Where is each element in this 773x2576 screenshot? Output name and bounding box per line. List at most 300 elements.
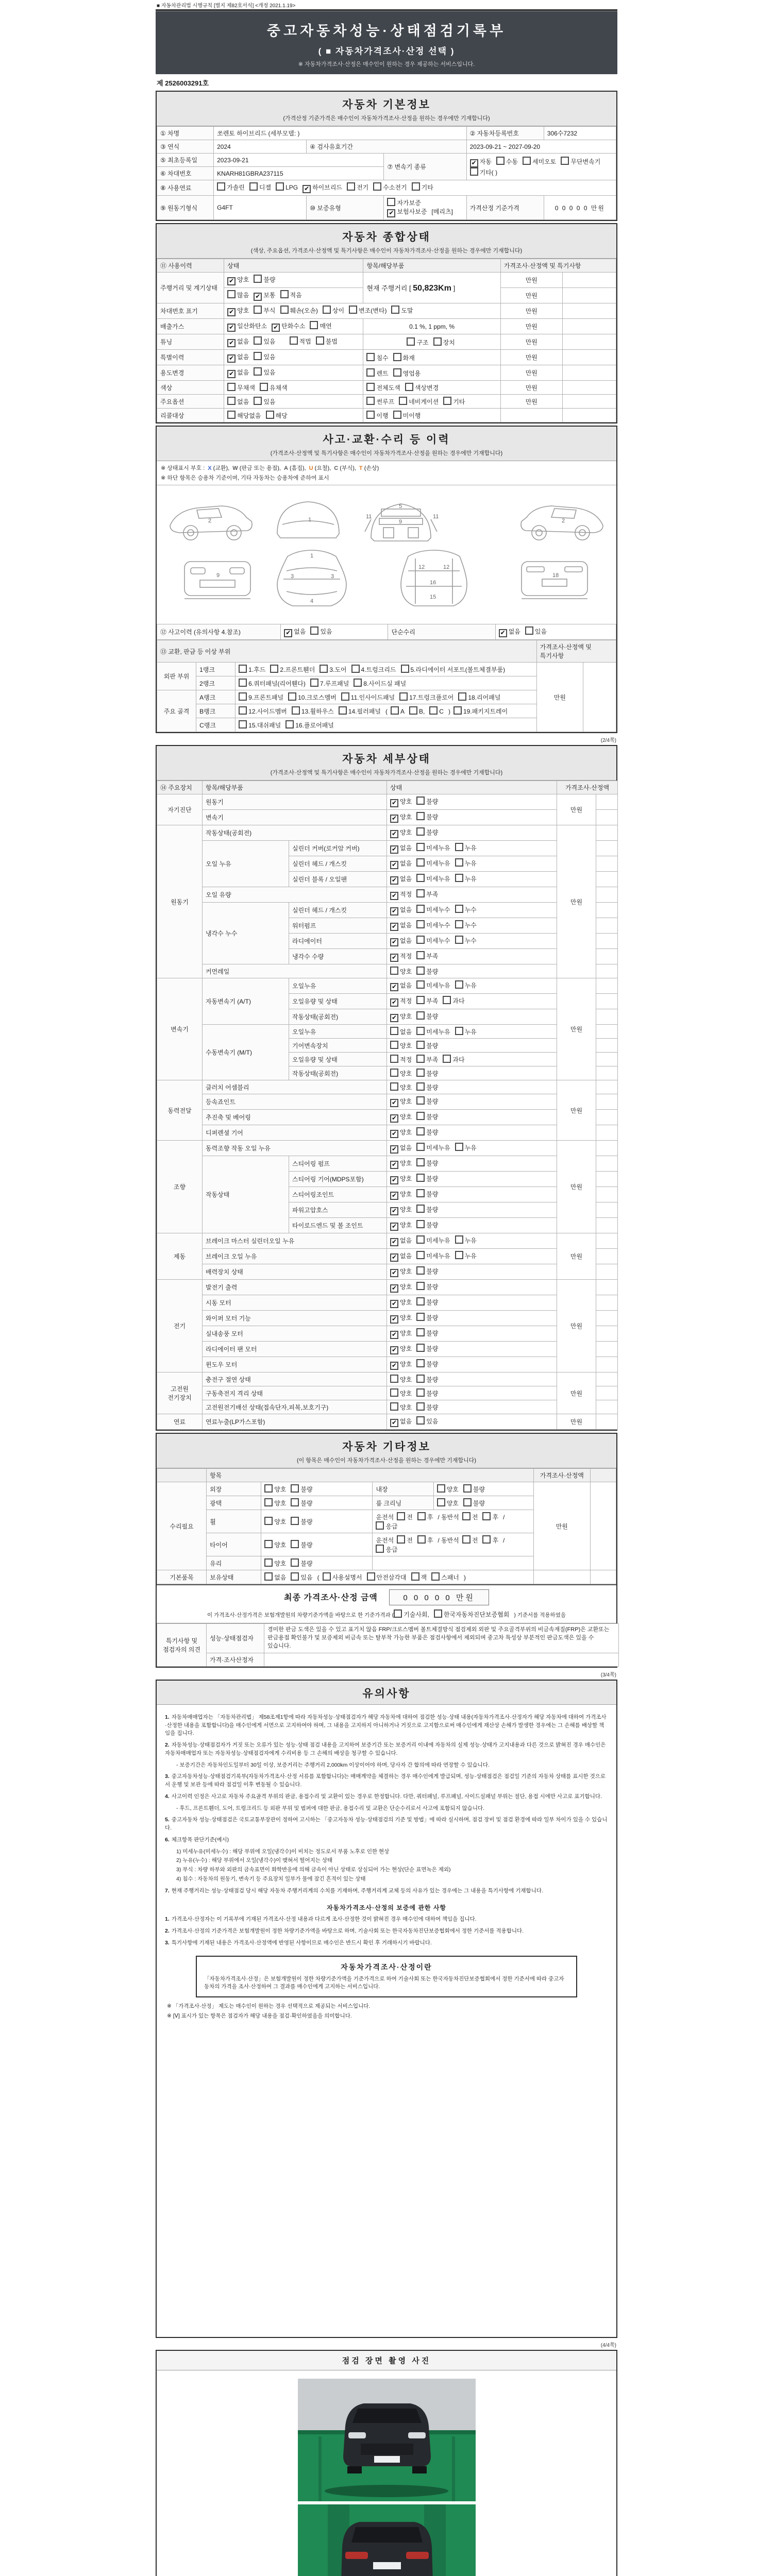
unchecked-checkbox-icon[interactable] [288, 692, 296, 701]
unchecked-checkbox-icon[interactable] [393, 353, 401, 361]
unchecked-checkbox-icon[interactable] [409, 706, 417, 715]
notice-item [165, 1714, 608, 1738]
options-cell [387, 1386, 557, 1400]
unchecked-checkbox-icon[interactable] [429, 706, 438, 715]
unchecked-checkbox-icon[interactable] [417, 1535, 426, 1544]
checked-checkbox-icon[interactable] [390, 1362, 398, 1370]
option-전체도색 [366, 383, 400, 392]
checkbox-label: 없음 [400, 1418, 412, 1425]
option-디젤 [249, 182, 271, 192]
unchecked-checkbox-icon[interactable] [239, 720, 247, 728]
unchecked-checkbox-icon[interactable] [227, 290, 236, 298]
price-cell [533, 1570, 590, 1584]
checked-checkbox-icon[interactable] [390, 938, 398, 946]
unchecked-checkbox-icon[interactable] [366, 397, 375, 405]
unchecked-checkbox-icon[interactable] [458, 692, 466, 701]
unchecked-checkbox-icon[interactable] [470, 167, 478, 176]
table-row [157, 794, 618, 810]
unchecked-checkbox-icon[interactable] [393, 368, 401, 377]
checked-checkbox-icon[interactable] [272, 324, 280, 332]
unchecked-checkbox-icon[interactable] [366, 411, 375, 419]
unchecked-checkbox-icon[interactable] [264, 1558, 273, 1567]
unchecked-checkbox-icon[interactable] [394, 1609, 402, 1618]
unchecked-checkbox-icon[interactable] [416, 1082, 425, 1091]
notice-sub-item: - 후드, 프론트휀더, 도어, 트렁크리드 등 외판 부위 및 범퍼에 대한 판금, 용접수리 및 교환은 단순수리로서 사고에 포함되지 않습니다. [176, 1805, 485, 1811]
unchecked-checkbox-icon[interactable] [416, 1282, 425, 1290]
unchecked-checkbox-icon[interactable] [341, 692, 349, 701]
unchecked-checkbox-icon[interactable] [254, 336, 262, 345]
unchecked-checkbox-icon[interactable] [367, 1572, 375, 1581]
option-양호 [264, 1517, 286, 1526]
checked-checkbox-icon[interactable] [390, 815, 398, 823]
unchecked-checkbox-icon[interactable] [323, 1572, 331, 1581]
unchecked-checkbox-icon[interactable] [455, 980, 463, 989]
unchecked-checkbox-icon[interactable] [416, 996, 425, 1004]
option-양호 [390, 967, 412, 976]
notice-item-text: 자동차매매업자는 「자동차관리법」 제58조제1항에 따라 자동차성능·상태점검자가 해당 자동차에 대하여 점검한 성능·상태 내용(자동차가격조사·산정자가 해당 자동차에 대하여 가격조사·산정한 내용을 포함합니다)을 매수인에게 서면으로 고지하여야 하며, 그 내용을 고지하지 아니하거나 거짓으로 고지함으로써 매수인에게 재산상 손해가 발생한 경우에는 그 손해를 배상할 책임을 집니다. [165, 1714, 607, 1737]
unchecked-checkbox-icon[interactable] [390, 1375, 398, 1383]
unchecked-checkbox-icon[interactable] [455, 905, 463, 913]
unchecked-checkbox-icon[interactable] [264, 1572, 273, 1581]
unchecked-checkbox-icon[interactable] [462, 1512, 470, 1520]
unchecked-checkbox-icon[interactable] [260, 383, 268, 391]
checked-checkbox-icon[interactable] [390, 923, 398, 931]
checked-checkbox-icon[interactable] [284, 629, 292, 637]
unchecked-checkbox-icon[interactable] [254, 397, 262, 405]
checked-checkbox-icon[interactable] [227, 308, 236, 316]
unchecked-checkbox-icon[interactable] [416, 812, 425, 820]
unchecked-checkbox-icon[interactable] [455, 936, 463, 944]
checkbox-label: 양호 [400, 1084, 412, 1091]
unchecked-checkbox-icon[interactable] [264, 1540, 273, 1548]
unchecked-checkbox-icon[interactable] [390, 967, 398, 975]
checked-checkbox-icon[interactable] [390, 1014, 398, 1022]
row-label: 디퍼렌셜 기어 [203, 1125, 387, 1141]
unchecked-checkbox-icon[interactable] [347, 182, 355, 191]
unchecked-checkbox-icon[interactable] [416, 874, 425, 882]
unchecked-checkbox-icon[interactable] [416, 936, 425, 944]
checkbox-label: 양호 [400, 968, 412, 975]
unchecked-checkbox-icon[interactable] [416, 1375, 425, 1383]
checkbox-label: 누유 [464, 1028, 477, 1036]
table-row [157, 841, 618, 856]
unchecked-checkbox-icon[interactable] [462, 1535, 470, 1544]
detail-status-table [157, 781, 618, 1430]
checkbox-label: 무채색 [237, 384, 255, 392]
checked-checkbox-icon[interactable] [390, 1099, 398, 1107]
unchecked-checkbox-icon[interactable] [416, 1416, 425, 1425]
row-label: 튜닝 [157, 334, 224, 350]
unchecked-checkbox-icon[interactable] [227, 411, 236, 419]
unchecked-checkbox-icon[interactable] [455, 1235, 463, 1244]
unchecked-checkbox-icon[interactable] [291, 1540, 299, 1548]
checkbox-label: 불량 [426, 1113, 439, 1121]
notice-item-number: 1. [165, 1714, 170, 1720]
unchecked-checkbox-icon[interactable] [390, 1055, 398, 1063]
checkbox-label: 누유 [464, 1237, 477, 1244]
options-cell [387, 1264, 557, 1280]
row-label: 배출가스 [157, 319, 224, 334]
checkbox-label: 미세누유 [426, 1028, 450, 1036]
options-cell [224, 334, 363, 350]
unchecked-checkbox-icon[interactable] [390, 1402, 398, 1411]
checkbox-label: 구조 [416, 338, 429, 346]
option-해당없음 [227, 411, 261, 420]
unchecked-checkbox-icon[interactable] [292, 706, 300, 715]
unchecked-checkbox-icon[interactable] [455, 1143, 463, 1151]
unchecked-checkbox-icon[interactable] [416, 1174, 425, 1182]
section-title: 사고·교환·수리 등 이력 [323, 434, 450, 446]
unchecked-checkbox-icon[interactable] [366, 368, 375, 377]
notice-item-number: 4. [165, 1793, 170, 1800]
unchecked-checkbox-icon[interactable] [463, 1498, 472, 1506]
unchecked-checkbox-icon[interactable] [437, 1498, 445, 1506]
unchecked-checkbox-icon[interactable] [416, 1189, 425, 1197]
unchecked-checkbox-icon[interactable] [390, 1041, 398, 1049]
legend-code-A: A [283, 465, 288, 471]
unchecked-checkbox-icon[interactable] [416, 1158, 425, 1166]
checked-checkbox-icon[interactable] [390, 861, 398, 869]
checked-checkbox-icon[interactable] [390, 1145, 398, 1154]
unchecked-checkbox-icon[interactable] [416, 843, 425, 851]
checked-checkbox-icon[interactable] [390, 1223, 398, 1231]
unchecked-checkbox-icon[interactable] [291, 1572, 299, 1581]
valuation-box-title: 자동차가격조사·산정이란 [341, 1962, 432, 1971]
options-cell [387, 994, 557, 1009]
checked-checkbox-icon[interactable] [387, 209, 395, 217]
unchecked-checkbox-icon[interactable] [239, 679, 247, 687]
checkbox-label: 18.리어패널 [468, 694, 501, 701]
unchecked-checkbox-icon[interactable] [437, 1484, 445, 1493]
checkbox-label: 양호 [274, 1541, 287, 1549]
unchecked-checkbox-icon[interactable] [399, 397, 407, 405]
checked-checkbox-icon[interactable] [227, 354, 236, 363]
unchecked-checkbox-icon[interactable] [443, 397, 451, 405]
unchecked-checkbox-icon[interactable] [434, 1609, 442, 1618]
checked-checkbox-icon[interactable] [227, 277, 236, 285]
unchecked-checkbox-icon[interactable] [482, 1535, 491, 1544]
unchecked-checkbox-icon[interactable] [463, 1484, 472, 1493]
final-price-amount: 0 0 0 0 0 만원 [389, 1589, 489, 1605]
checked-checkbox-icon[interactable] [390, 1300, 398, 1308]
unchecked-checkbox-icon[interactable] [416, 1235, 425, 1244]
unchecked-checkbox-icon[interactable] [290, 336, 298, 345]
unchecked-checkbox-icon[interactable] [455, 858, 463, 867]
unchecked-checkbox-icon[interactable] [416, 1143, 425, 1151]
row-label: 발전기 출력 [203, 1280, 387, 1295]
checked-checkbox-icon[interactable] [390, 1114, 398, 1123]
unchecked-checkbox-icon[interactable] [249, 182, 258, 191]
option-불량 [416, 1096, 438, 1106]
note-cell [596, 1326, 618, 1342]
checked-checkbox-icon[interactable] [390, 1346, 398, 1354]
unchecked-checkbox-icon[interactable] [482, 1512, 491, 1520]
checked-checkbox-icon[interactable] [227, 339, 236, 347]
note-cell [596, 1280, 618, 1295]
table-row [157, 624, 616, 640]
unchecked-checkbox-icon[interactable] [316, 336, 324, 345]
unchecked-checkbox-icon[interactable] [390, 1027, 398, 1035]
option-양호 [390, 1329, 412, 1339]
checked-checkbox-icon[interactable] [227, 370, 236, 378]
unchecked-checkbox-icon[interactable] [239, 692, 247, 701]
unchecked-checkbox-icon[interactable] [416, 1055, 425, 1063]
unchecked-checkbox-icon[interactable] [416, 1205, 425, 1213]
checked-checkbox-icon[interactable] [390, 1331, 398, 1339]
checkbox-label: 불량 [426, 798, 439, 805]
unchecked-checkbox-icon[interactable] [416, 1344, 425, 1352]
unchecked-checkbox-icon[interactable] [376, 1545, 384, 1553]
unchecked-checkbox-icon[interactable] [416, 1402, 425, 1411]
option-기술사회, [394, 1609, 429, 1619]
unchecked-checkbox-icon[interactable] [416, 1112, 425, 1120]
unchecked-checkbox-icon[interactable] [376, 1521, 384, 1530]
unchecked-checkbox-icon[interactable] [310, 321, 318, 329]
unchecked-checkbox-icon[interactable] [387, 198, 395, 206]
unchecked-checkbox-icon[interactable] [416, 1011, 425, 1020]
option-상이 [323, 306, 344, 315]
checkbox-label: 보통 [263, 292, 276, 299]
unchecked-checkbox-icon[interactable] [443, 996, 451, 1004]
option-사용설명서 [323, 1572, 362, 1582]
note-cell [596, 1264, 618, 1280]
unchecked-checkbox-icon[interactable] [416, 1328, 425, 1336]
unchecked-checkbox-icon[interactable] [310, 626, 318, 635]
unchecked-checkbox-icon[interactable] [416, 1069, 425, 1077]
unchecked-checkbox-icon[interactable] [561, 157, 569, 165]
unchecked-checkbox-icon[interactable] [416, 1127, 425, 1136]
unchecked-checkbox-icon[interactable] [320, 665, 328, 673]
unchecked-checkbox-icon[interactable] [455, 843, 463, 851]
checked-checkbox-icon[interactable] [390, 998, 398, 1007]
unchecked-checkbox-icon[interactable] [393, 411, 401, 419]
unchecked-checkbox-icon[interactable] [416, 1251, 425, 1259]
unchecked-checkbox-icon[interactable] [416, 951, 425, 959]
unchecked-checkbox-icon[interactable] [416, 1041, 425, 1049]
option-미세누유 [416, 874, 450, 883]
unchecked-checkbox-icon[interactable] [416, 905, 425, 913]
unchecked-checkbox-icon[interactable] [399, 692, 408, 701]
note-cell [596, 1295, 618, 1311]
unchecked-checkbox-icon[interactable] [280, 306, 289, 314]
unchecked-checkbox-icon[interactable] [455, 1251, 463, 1259]
option-색상변경 [405, 383, 439, 392]
unchecked-checkbox-icon[interactable] [373, 182, 381, 191]
checked-checkbox-icon[interactable] [470, 159, 478, 167]
unchecked-checkbox-icon[interactable] [351, 665, 360, 673]
unchecked-checkbox-icon[interactable] [416, 827, 425, 836]
unchecked-checkbox-icon[interactable] [390, 1069, 398, 1077]
unchecked-checkbox-icon[interactable] [397, 1512, 405, 1520]
unchecked-checkbox-icon[interactable] [339, 706, 347, 715]
section-photos [156, 2350, 617, 2576]
checked-checkbox-icon[interactable] [390, 1161, 398, 1169]
unchecked-checkbox-icon[interactable] [264, 1498, 273, 1506]
unchecked-checkbox-icon[interactable] [416, 1220, 425, 1228]
option-있음 [525, 626, 547, 636]
options-cell [387, 1202, 557, 1218]
unchecked-checkbox-icon[interactable] [416, 796, 425, 805]
option-불량 [291, 1484, 312, 1494]
unchecked-checkbox-icon[interactable] [276, 182, 284, 191]
unchecked-checkbox-icon[interactable] [416, 967, 425, 975]
row-label: 고전원 전기장치 [157, 1372, 203, 1414]
unchecked-checkbox-icon[interactable] [227, 383, 236, 391]
unchecked-checkbox-icon[interactable] [416, 920, 425, 928]
checked-checkbox-icon[interactable] [390, 1269, 398, 1277]
option-없음 [264, 1572, 286, 1582]
checked-checkbox-icon[interactable] [390, 983, 398, 991]
unchecked-checkbox-icon[interactable] [217, 182, 225, 191]
unchecked-checkbox-icon[interactable] [239, 665, 247, 673]
table-row [157, 319, 616, 334]
notice-item [165, 1916, 608, 1924]
unchecked-checkbox-icon[interactable] [323, 306, 331, 314]
checked-checkbox-icon[interactable] [390, 907, 398, 916]
checked-checkbox-icon[interactable] [390, 1176, 398, 1184]
unchecked-checkbox-icon[interactable] [455, 920, 463, 928]
unchecked-checkbox-icon[interactable] [264, 1484, 273, 1493]
unchecked-checkbox-icon[interactable] [354, 679, 362, 687]
checked-checkbox-icon[interactable] [390, 1284, 398, 1293]
option-없음 [390, 921, 412, 931]
unchecked-checkbox-icon[interactable] [291, 1558, 299, 1567]
checked-checkbox-icon[interactable] [390, 1207, 398, 1215]
option-없음 [227, 352, 249, 363]
unchecked-checkbox-icon[interactable] [291, 1498, 299, 1506]
unchecked-checkbox-icon[interactable] [391, 306, 399, 314]
table-row [157, 1311, 618, 1326]
unchecked-checkbox-icon[interactable] [417, 1512, 426, 1520]
checked-checkbox-icon[interactable] [390, 1419, 398, 1427]
checkbox-label: 과다 [452, 1056, 465, 1063]
row-label: 스티어링 기어(MDPS포함) [289, 1172, 387, 1187]
options-cell [387, 1326, 557, 1342]
checked-checkbox-icon[interactable] [390, 876, 398, 885]
unchecked-checkbox-icon[interactable] [416, 1027, 425, 1035]
option-양호 [390, 797, 412, 807]
checked-checkbox-icon[interactable] [390, 799, 398, 807]
svg-text:1: 1 [308, 517, 312, 523]
unchecked-checkbox-icon[interactable] [285, 720, 294, 728]
option-없음 [390, 905, 412, 916]
checked-checkbox-icon[interactable] [390, 1238, 398, 1246]
checked-checkbox-icon[interactable] [390, 1130, 398, 1138]
option-적정 [390, 890, 412, 900]
unchecked-checkbox-icon[interactable] [416, 889, 425, 897]
unchecked-checkbox-icon[interactable] [264, 1517, 273, 1525]
options-cell [261, 1496, 373, 1510]
unchecked-checkbox-icon[interactable] [401, 665, 409, 673]
unchecked-checkbox-icon[interactable] [407, 337, 415, 346]
unchecked-checkbox-icon[interactable] [523, 157, 531, 165]
unchecked-checkbox-icon[interactable] [390, 1388, 398, 1397]
unchecked-checkbox-icon[interactable] [291, 1484, 299, 1493]
option-해당 [266, 411, 288, 420]
checked-checkbox-icon[interactable] [390, 1192, 398, 1200]
checked-checkbox-icon[interactable] [390, 1315, 398, 1324]
unchecked-checkbox-icon[interactable] [391, 706, 399, 715]
checked-checkbox-icon[interactable] [499, 629, 507, 637]
checkbox-label: 수동 [506, 158, 518, 165]
unchecked-checkbox-icon[interactable] [416, 1313, 425, 1321]
unchecked-checkbox-icon[interactable] [405, 383, 413, 391]
option-잭 [411, 1572, 427, 1582]
unchecked-checkbox-icon[interactable] [525, 626, 533, 635]
unchecked-checkbox-icon[interactable] [416, 1388, 425, 1397]
unchecked-checkbox-icon[interactable] [431, 1572, 440, 1581]
unchecked-checkbox-icon[interactable] [280, 290, 289, 298]
title-block [156, 11, 617, 74]
checked-checkbox-icon[interactable] [227, 324, 236, 332]
unchecked-checkbox-icon[interactable] [239, 706, 247, 715]
unchecked-checkbox-icon[interactable] [416, 1096, 425, 1105]
checked-checkbox-icon[interactable] [390, 954, 398, 962]
option-불량 [416, 1011, 438, 1021]
unchecked-checkbox-icon[interactable] [496, 157, 505, 165]
unchecked-checkbox-icon[interactable] [310, 679, 318, 687]
note-cell [596, 1202, 618, 1218]
unchecked-checkbox-icon[interactable] [411, 1572, 419, 1581]
checked-checkbox-icon[interactable] [390, 892, 398, 900]
checkbox-label: 안전삼각대 [376, 1574, 407, 1581]
unchecked-checkbox-icon[interactable] [412, 182, 420, 191]
unchecked-checkbox-icon[interactable] [227, 397, 236, 405]
unchecked-checkbox-icon[interactable] [390, 1082, 398, 1091]
unchecked-checkbox-icon[interactable] [433, 337, 442, 346]
unchecked-checkbox-icon[interactable] [266, 411, 274, 419]
unchecked-checkbox-icon[interactable] [291, 1517, 299, 1525]
option-없음 [499, 627, 520, 637]
unchecked-checkbox-icon[interactable] [349, 306, 357, 314]
section-notice [156, 1680, 617, 2338]
checked-checkbox-icon[interactable] [390, 830, 398, 838]
note-cell [596, 794, 618, 810]
option-누수 [455, 905, 477, 914]
unchecked-checkbox-icon[interactable] [416, 980, 425, 989]
unchecked-checkbox-icon[interactable] [455, 1027, 463, 1035]
checkbox-label: 상이 [332, 307, 345, 314]
unchecked-checkbox-icon[interactable] [443, 1055, 451, 1063]
section-title: 자동차 종합상태 [342, 231, 431, 243]
unchecked-checkbox-icon[interactable] [366, 383, 375, 391]
checked-checkbox-icon[interactable] [390, 845, 398, 854]
checked-checkbox-icon[interactable] [303, 185, 311, 193]
unchecked-checkbox-icon[interactable] [366, 353, 375, 361]
value-cell [264, 1653, 619, 1666]
row-label: ⑨ 원동기형식 [157, 196, 214, 220]
unchecked-checkbox-icon[interactable] [254, 275, 262, 283]
unchecked-checkbox-icon[interactable] [416, 858, 425, 867]
checked-checkbox-icon[interactable] [254, 293, 262, 301]
unchecked-checkbox-icon[interactable] [254, 367, 262, 376]
notice-sub-item: 3) 부식 : 차량 하부와 외판의 금속표면이 화학반응에 의해 금속이 아닌 상태로 상실되어 가는 현상(단순 표면녹은 제외) [176, 1867, 451, 1873]
unchecked-checkbox-icon[interactable] [416, 1297, 425, 1306]
unchecked-checkbox-icon[interactable] [270, 665, 278, 673]
unchecked-checkbox-icon[interactable] [455, 874, 463, 882]
section-subtitle: (가격조사·산정액 및 특기사항은 매수인이 자동차가격조사·산정을 원하는 경우에만 기재합니다) [270, 770, 503, 776]
checked-checkbox-icon[interactable] [390, 1253, 398, 1262]
legend-code-X: X [208, 465, 212, 471]
unchecked-checkbox-icon[interactable] [397, 1535, 405, 1544]
unchecked-checkbox-icon[interactable] [254, 306, 262, 314]
option-불량 [416, 1041, 438, 1050]
unchecked-checkbox-icon[interactable] [453, 706, 462, 715]
unchecked-checkbox-icon[interactable] [416, 1359, 425, 1367]
option-8.사이드실 패널 [354, 679, 406, 688]
unchecked-checkbox-icon[interactable] [416, 1266, 425, 1275]
unchecked-checkbox-icon[interactable] [254, 352, 262, 360]
